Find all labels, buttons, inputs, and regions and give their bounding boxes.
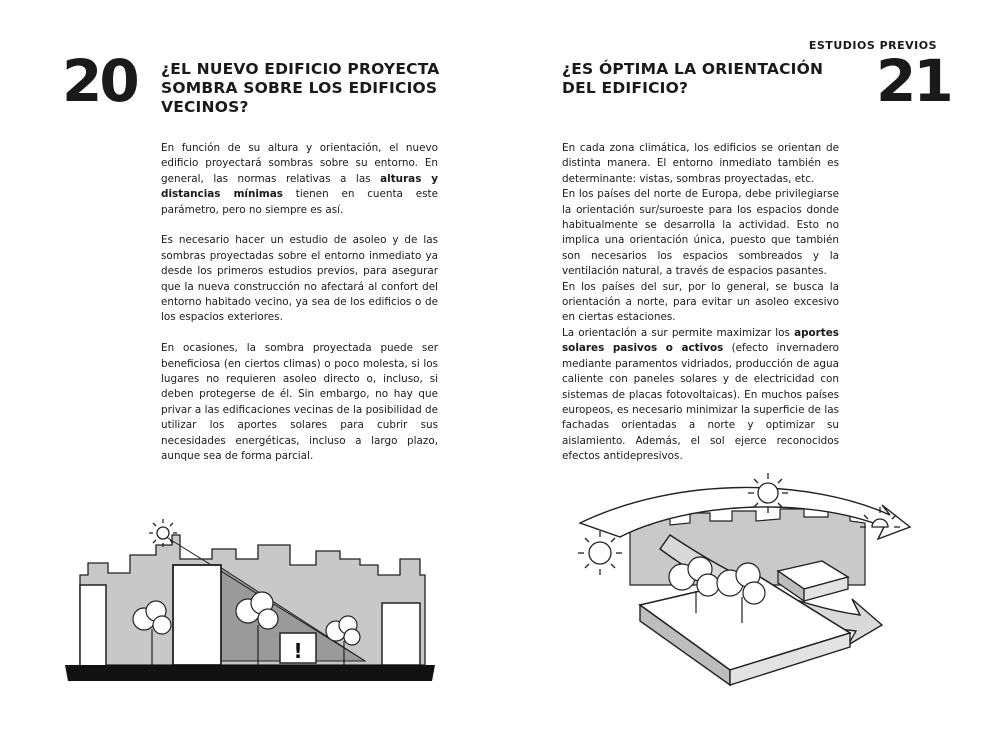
section-label: ESTUDIOS PREVIOS [808, 39, 937, 52]
paragraph: En función de su altura y orientación, el nuevo edificio proyectará sombras sobre su entorno. En general, las normas relativas a las alturas y distancias mínimas tienen en cuenta este parámetro, pero no siempre es así. [161, 142, 438, 216]
sun-icon [748, 473, 788, 513]
right-page [500, 0, 1000, 750]
orientation-illustration [560, 465, 940, 690]
sun-icon [149, 519, 177, 547]
page-number-left: 20 [62, 47, 137, 115]
body-text-right [562, 141, 839, 465]
sun-icon [578, 531, 622, 575]
page-number-right: 21 [876, 47, 951, 115]
paragraph: En cada zona climática, los edificios se orientan de distinta manera. El entorno inmediato también es determinante: vistas, sombras proyectadas, etc. [562, 142, 839, 185]
paragraph: Es necesario hacer un estudio de asoleo y de las sombras proyectadas sobre el entorno inmediato ya desde los primeros estudios previos, para asegurar que la nueva construcción no afectará al confort del entorno habitado vecino, ya sea de los edificios o de los espacios exteriores. [161, 234, 438, 324]
page-title-right: ¿ES ÓPTIMA LA ORIENTACIÓN DEL EDIFICIO? [562, 60, 824, 97]
shadow-illustration [60, 515, 440, 700]
page-title-left: ¿EL NUEVO EDIFICIO PROYECTA SOMBRA SOBRE LOS EDIFICIOS VECINOS? [161, 60, 440, 116]
paragraph: En los países del sur, por lo general, se busca la orientación a norte, para evitar un asoleo excesivo en ciertas estaciones. [562, 280, 839, 324]
paragraph: La orientación a sur permite maximizar los aportes solares pasivos o activos (efecto invernadero mediante paramentos vidriados, producción de agua caliente con paneles solares y de electricidad con sistemas de placas fotovoltaicas). En muchos países europeos, es necesario minimizar la superficie de las fachadas orientadas a norte y optimizar su aislamiento. Además, el sol ejerce reconocidos efectos antidepresivos. [562, 326, 839, 463]
warning-mark: ! [293, 639, 303, 663]
paragraph: En ocasiones, la sombra proyectada puede ser beneficiosa (en ciertos climas) o poco molesta, si los lugares no requieren asoleo directo o, incluso, si deben protegerse de él. Sin embargo, no hay que privar a las edificaciones vecinas de la posibilidad de utilizar los aportes solares para cubrir sus necesidades energéticas, incluso a largo plazo, aunque sea de forma parcial. [161, 342, 438, 463]
paragraph: En los países del norte de Europa, debe privilegiarse la orientación sur/suroeste para los espacios donde habitualmente se desarrolla la actividad. Esto no implica una orientación única, puesto que también son necesarios los espacios sombreados y la ventilación natural, a través de espacios pasantes. [562, 188, 839, 278]
body-text-left [161, 141, 438, 480]
